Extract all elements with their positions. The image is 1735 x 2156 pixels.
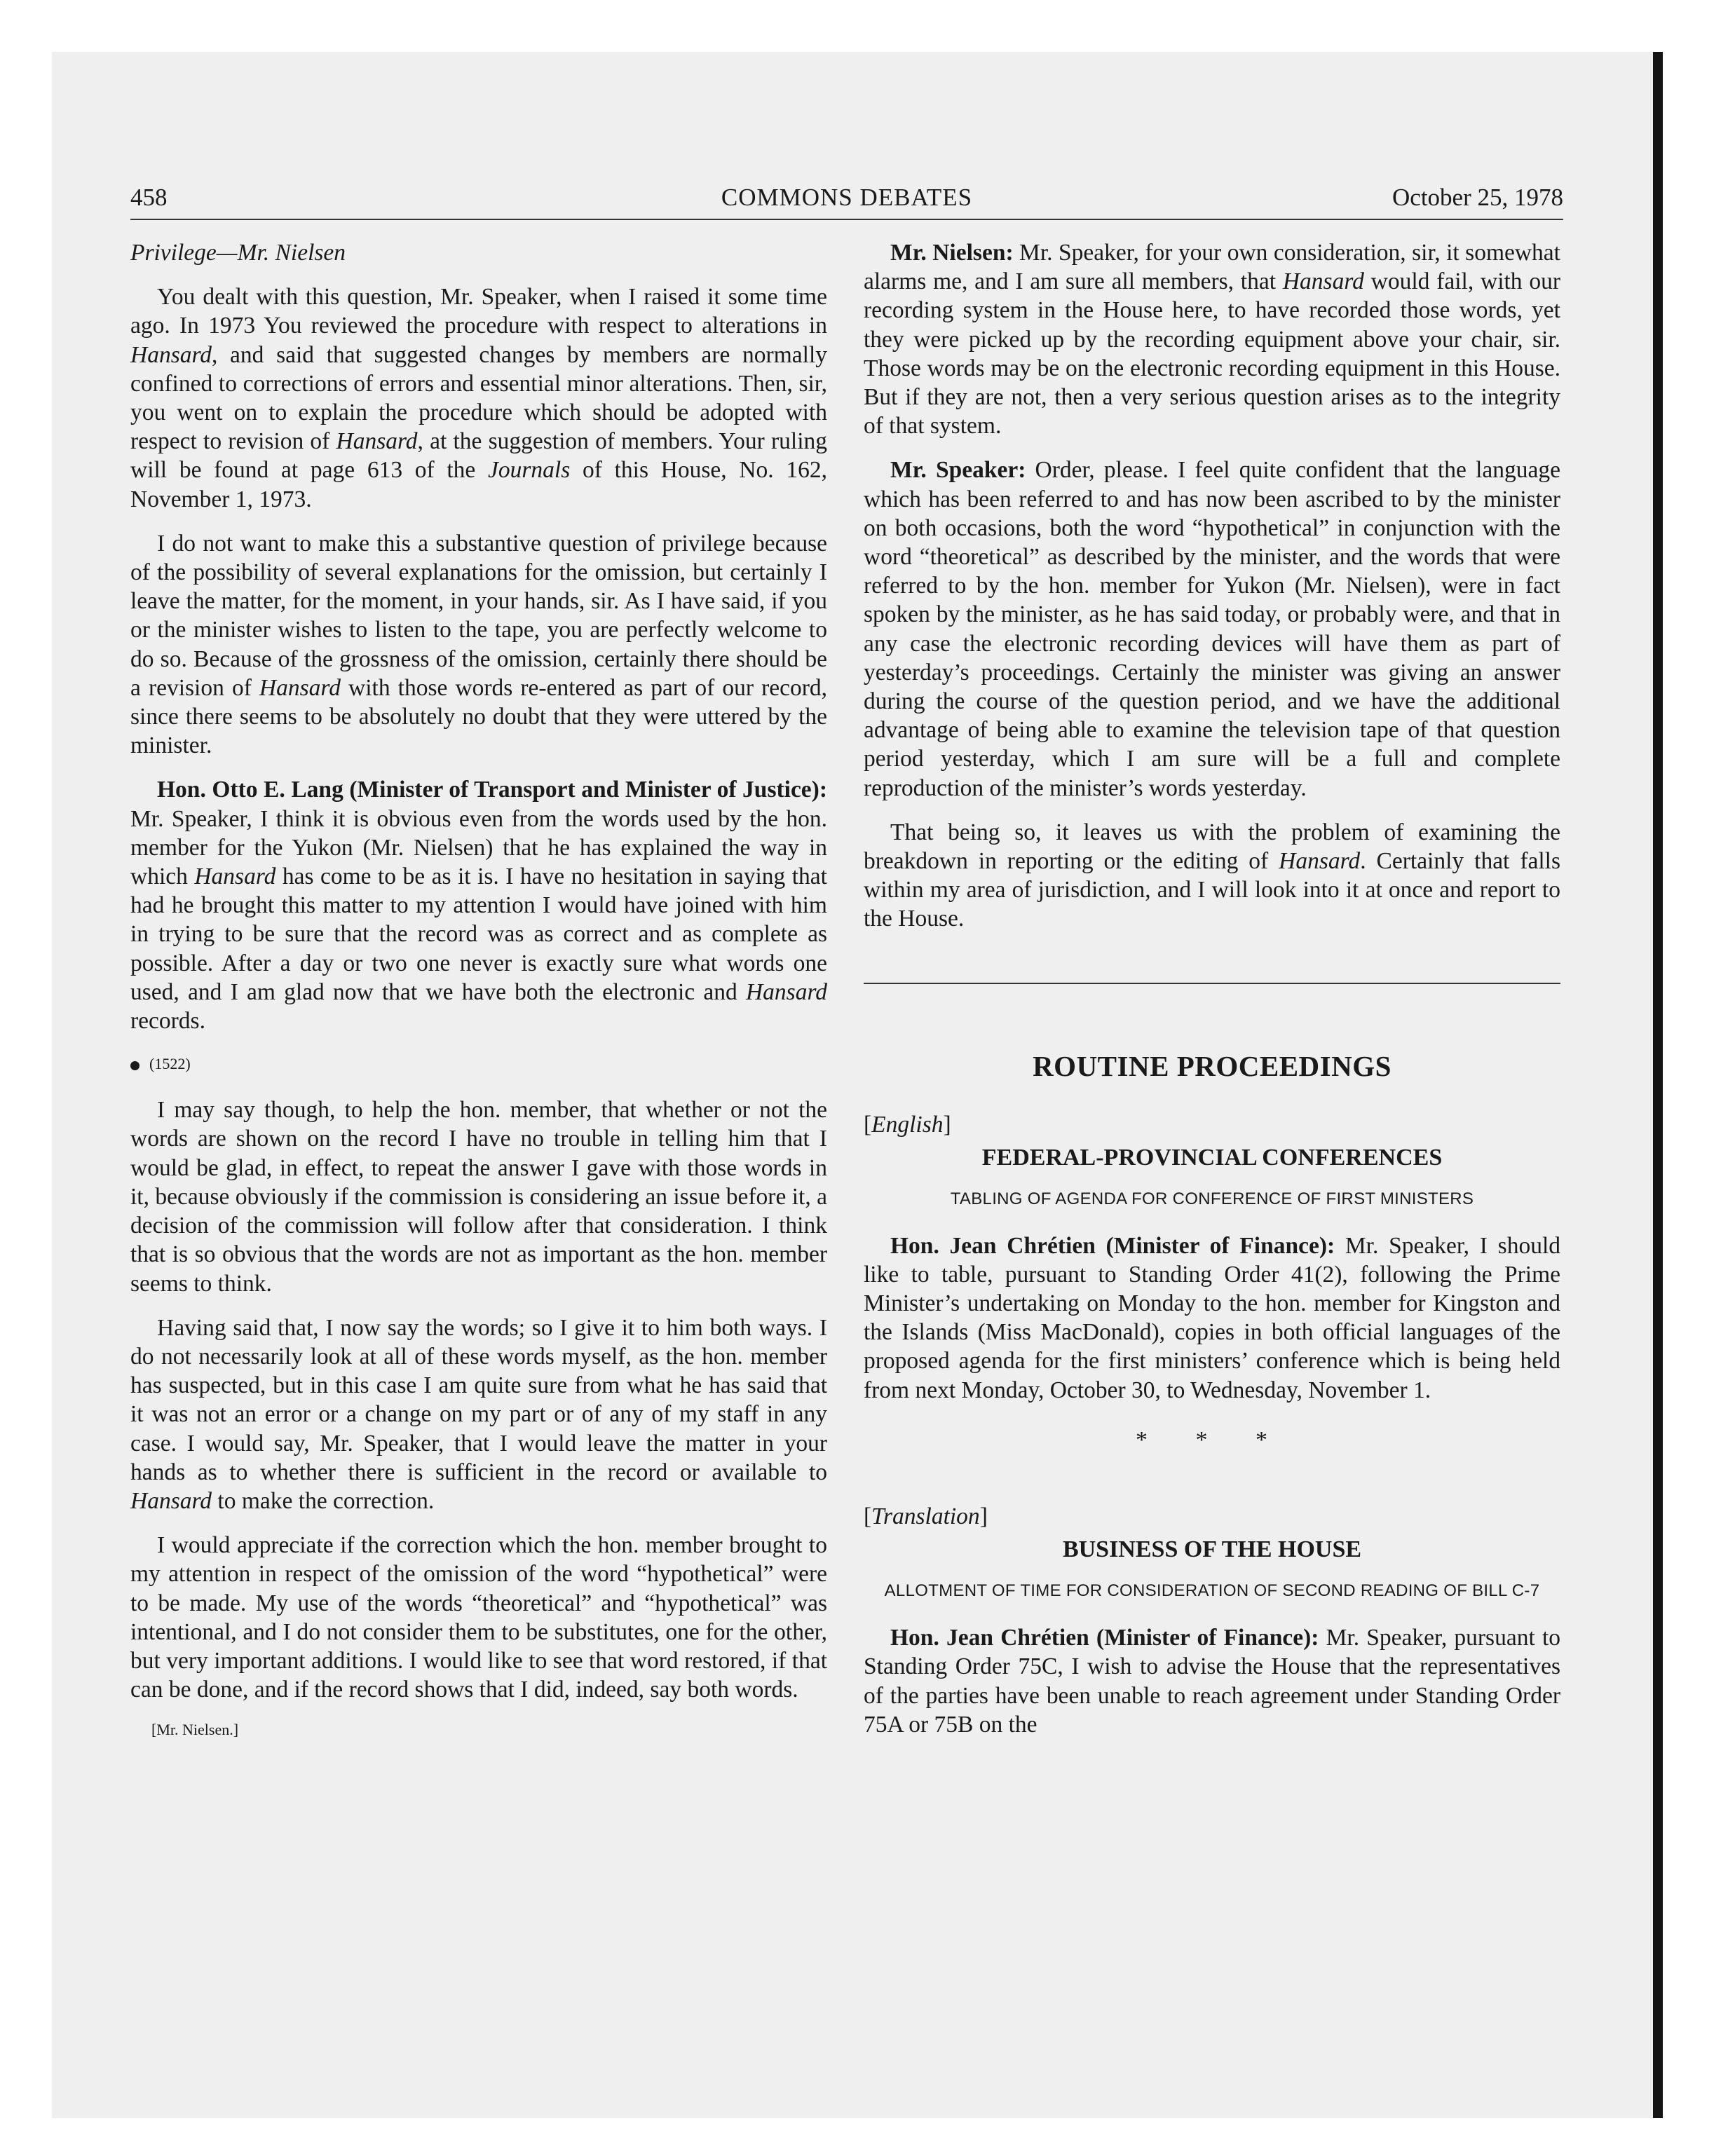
section-divider: [864, 983, 1560, 984]
speaker-name: Mr. Nielsen:: [890, 240, 1014, 266]
speaker-name: Mr. Speaker:: [890, 457, 1026, 484]
heading: FEDERAL-PROVINCIAL CONFERENCES: [981, 1144, 1443, 1171]
subheading: TABLING OF AGENDA FOR CONFERENCE OF FIRST MINISTERS: [950, 1189, 1474, 1208]
speech-lang: Hon. Otto E. Lang (Minister of Transport and Minister of Justice): Mr. Speaker, I think it is obvious even from the words used by the hon. member for the Yukon (Mr. Nielsen) that he has explained the way in which Hansard has come to be as it is. I have no hesitation in saying that had he brought this matter to my attention I would have joined with him in trying to be sure that the record was as correct and as complete as possible. After a day or two one never is exactly sure what words one used, and I am glad now that we have both the electronic and Hansard records.: [130, 777, 827, 1035]
page-header: [130, 182, 1563, 220]
paragraph: You dealt with this question, Mr. Speaker, when I raised it some time ago. In 1973 You reviewed the procedure with respect to alterations in Hansard, and said that suggested changes by members are normally confined to corrections of errors and essential minor alterations. Then, sir, you went on to explain the procedure which should be adopted with respect to revision of Hansard, at the suggestion of members. Your ruling will be found at page 613 of the Journals of this House, No. 162, November 1, 1973.: [130, 284, 828, 512]
paragraph: Having said that, I now say the words; so I give it to him both ways. I do not necessarily look at all of these words myself, as the hon. member has suspected, but in this case I am quite sure from what he has said that it was not an error or a change on my part or of any of my staff in any case. I would say, Mr. Speaker, that I would leave the matter in your hands as to whether there is sufficient in the record or available to Hansard to make the correction.: [130, 1314, 827, 1514]
language-marker: [Translation]: [864, 1503, 988, 1530]
speech-nielsen: Mr. Nielsen: Mr. Speaker, for your own consideration, sir, it somewhat alarms me, and I am sure all members, that Hansard would fail, with our recording system in the House here, to have recorded those words, yet they were picked up by the recording equipment above your chair, sir. Those words may be on the electronic recording equipment in this House. But if they are not, then a very serious question arises as to the integrity of that system.: [864, 240, 1561, 439]
subheading: ALLOTMENT OF TIME FOR CONSIDERATION OF SECOND READING OF BILL C-7: [884, 1581, 1540, 1601]
publication-date: October 25, 1978: [1392, 184, 1563, 211]
heading: BUSINESS OF THE HOUSE: [1062, 1536, 1362, 1563]
separator: * * *: [1136, 1426, 1288, 1453]
paragraph: I would appreciate if the correction which the hon. member brought to my attention in respect of the omission of the word “hypothetical” were to be made. My use of the words “theoretical” and “hypothetical” was intentional, and I do not consider them to be substitutes, one for the other, but very important additions. I would like to see that word restored, if that can be done, and if the record shows that I did, indeed, say both words.: [130, 1532, 827, 1703]
attribution: [Mr. Nielsen.]: [151, 1721, 239, 1739]
section-title: ROUTINE PROCEEDINGS: [1033, 1049, 1392, 1082]
scan-edge-bar: [1653, 52, 1663, 2118]
left-column: [130, 238, 827, 1740]
running-head: Privilege—Mr. Nielsen: [130, 240, 346, 266]
speech-chretien: Hon. Jean Chrétien (Minister of Finance): Mr. Speaker, I should like to table, pursuant to Standing Order 41(2), following the Prime Minister’s undertaking on Monday to the hon. member for Kingston and the Islands (Miss MacDonald), copies in both official languages of the proposed agenda for the first ministers’ conference which is being held from next Monday, October 30, to Wednesday, November 1.: [864, 1232, 1561, 1403]
speaker-name: Hon. Otto E. Lang (Minister of Transport and Minister of Justice):: [157, 777, 827, 803]
speaker-name: Hon. Jean Chrétien (Minister of Finance):: [890, 1625, 1319, 1651]
paragraph: I may say though, to help the hon. member, that whether or not the words are shown on the record I have no trouble in telling him that I would be glad, in effect, to repeat the answer I gave with those words in it, because obviously if the commission is considering an issue before it, a decision of the commission will follow after that consideration. I think that is so obvious that the words are not as important as the hon. member seems to think.: [130, 1097, 827, 1297]
right-column: [864, 238, 1560, 1754]
publication-title: COMMONS DEBATES: [721, 184, 973, 211]
paragraph: That being so, it leaves us with the problem of examining the breakdown in reporting or the editing of Hansard. Certainly that falls within my area of jurisdiction, and I will look into it at once and report to the House.: [864, 819, 1560, 932]
speech-speaker: Mr. Speaker: Order, please. I feel quite confident that the language which has been referred to and has now been ascribed to by the minister on both occasions, both the word “hypothetical” in conjunction with the word “theoretical” as described by the minister, and the words that were referred to by the hon. member for Yukon (Mr. Nielsen), were in fact spoken by the minister, as he has said today, or probably were, and that in any case the electronic recording devices will have them as part of yesterday’s proceedings. Certainly the minister was giving an answer during the course of the question period, and we have the additional advantage of being able to examine the television tape of that question period yesterday, which I am sure will be a full and complete reproduction of the minister’s words yesterday.: [864, 457, 1560, 801]
language-marker: [English]: [864, 1111, 951, 1138]
bullet-icon: [130, 1061, 140, 1070]
speech-chretien: Hon. Jean Chrétien (Minister of Finance): Mr. Speaker, pursuant to Standing Order 75C, I wish to advise the House that the representatives of the parties have been unable to reach agreement under Standing Order 75A or 75B on the: [864, 1625, 1561, 1738]
paragraph: I do not want to make this a substantive question of privilege because of the possibility of several explanations for the omission, but certainly I leave the matter, for the moment, in your hands, sir. As I have said, if you or the minister wishes to listen to the tape, you are perfectly welcome to do so. Because of the grossness of the omission, certainly there should be a revision of Hansard with those words re-entered as part of our record, since there seems to be absolutely no doubt that they were uttered by the minister.: [130, 530, 827, 759]
page-number: 458: [130, 184, 168, 211]
time-marker: (1522): [130, 1053, 827, 1074]
speaker-name: Hon. Jean Chrétien (Minister of Finance):: [890, 1232, 1335, 1259]
